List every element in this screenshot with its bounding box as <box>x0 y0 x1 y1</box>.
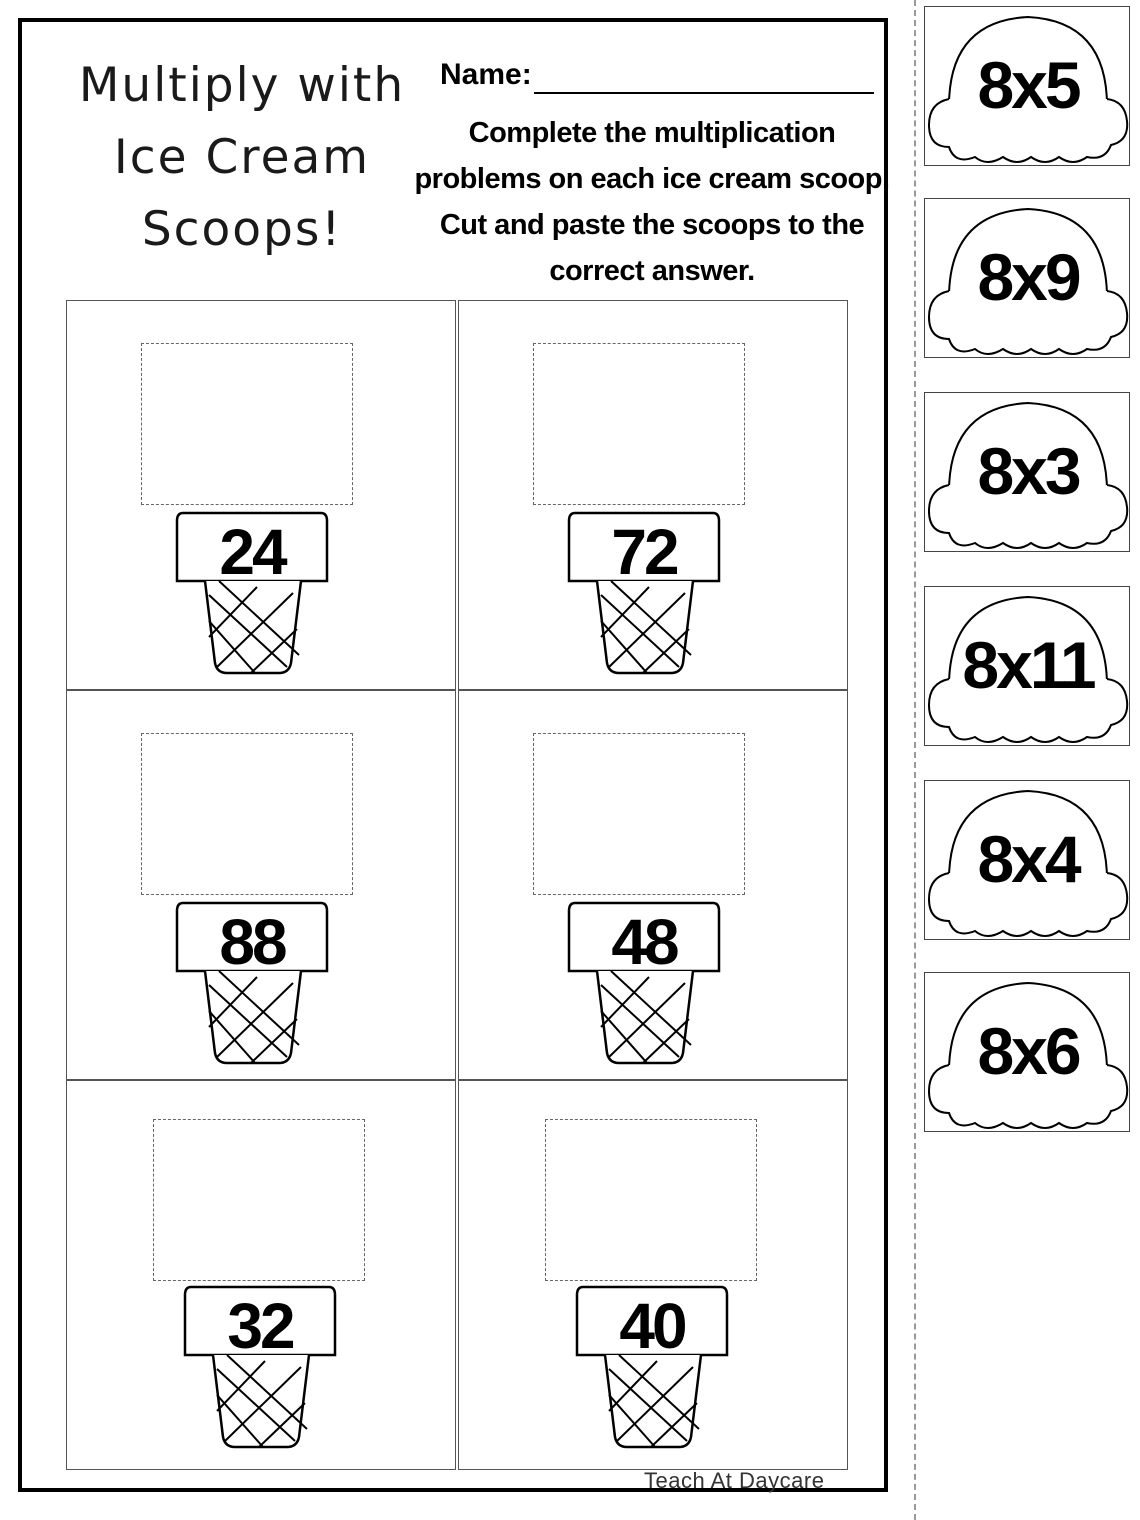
paste-slot[interactable] <box>141 343 353 505</box>
ice-cream-cone <box>575 1285 729 1455</box>
cone-cell <box>458 1080 848 1470</box>
cone-answer: 32 <box>227 1290 293 1362</box>
cone-cell <box>458 690 848 1080</box>
cone-cell <box>66 690 456 1080</box>
scoop-card[interactable] <box>924 586 1130 746</box>
cut-line <box>914 0 916 1520</box>
ice-cream-cone <box>567 901 721 1071</box>
paste-slot[interactable] <box>153 1119 365 1281</box>
title-line-3: Scoops! <box>141 202 343 257</box>
scoop-problem: 8x3 <box>977 434 1079 508</box>
scoop-card[interactable] <box>924 780 1130 940</box>
cone-answer: 88 <box>219 906 285 978</box>
paste-slot[interactable] <box>533 733 745 895</box>
ice-cream-cone <box>183 1285 337 1455</box>
scoop-problem: 8x4 <box>977 822 1079 896</box>
ice-cream-cone <box>175 901 329 1071</box>
cone-answer: 48 <box>611 906 677 978</box>
scoop-problem: 8x11 <box>962 628 1094 702</box>
scoop-problem: 8x9 <box>977 240 1079 314</box>
cone-cell <box>66 1080 456 1470</box>
title-line-1: Multiply with <box>78 58 406 113</box>
worksheet <box>18 18 888 1492</box>
cone-cell <box>66 300 456 690</box>
name-field-line[interactable] <box>534 92 874 94</box>
paste-slot[interactable] <box>533 343 745 505</box>
scoop-problem: 8x5 <box>977 48 1079 122</box>
cone-answer: 40 <box>619 1290 685 1362</box>
title-line-2: Ice Cream <box>113 130 371 185</box>
scoop-card[interactable] <box>924 6 1130 166</box>
scoop-card[interactable] <box>924 392 1130 552</box>
paste-slot[interactable] <box>545 1119 757 1281</box>
scoop-card[interactable] <box>924 198 1130 358</box>
worksheet-title <box>62 50 422 266</box>
cone-cell <box>458 300 848 690</box>
paste-slot[interactable] <box>141 733 353 895</box>
footer-credit: Teach At Daycare <box>644 1468 825 1493</box>
instructions: Complete the multiplication problems on each ice cream scoop. Cut and paste the scoops to the correct answer. <box>414 117 890 287</box>
ice-cream-cone <box>567 511 721 681</box>
cone-answer: 72 <box>611 516 677 588</box>
name-label: Name: <box>440 58 532 91</box>
scoop-problem: 8x6 <box>977 1014 1079 1088</box>
scoop-card[interactable] <box>924 972 1130 1132</box>
cone-answer: 24 <box>219 516 285 588</box>
ice-cream-cone <box>175 511 329 681</box>
